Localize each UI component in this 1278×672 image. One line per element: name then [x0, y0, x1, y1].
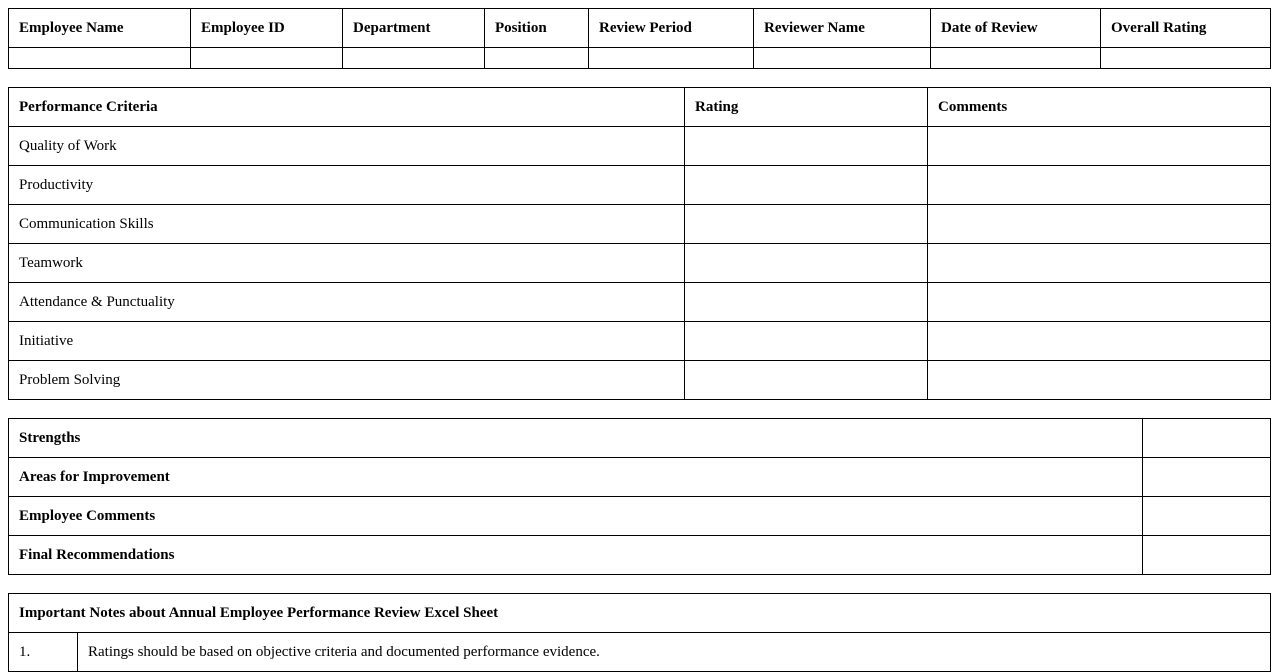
date-of-review-cell[interactable]	[931, 48, 1101, 69]
criteria-rating-cell[interactable]	[685, 127, 928, 166]
summary-row	[9, 497, 1271, 536]
criteria-comments-cell[interactable]	[928, 166, 1271, 205]
criteria-label: Teamwork	[9, 244, 685, 283]
notes-title-row	[9, 594, 1271, 633]
criteria-header-row	[9, 88, 1271, 127]
header-overall-rating: Overall Rating	[1101, 9, 1271, 48]
performance-criteria-table	[8, 87, 1271, 400]
summary-label-employee-comments: Employee Comments	[9, 497, 1143, 536]
criteria-row	[9, 361, 1271, 400]
criteria-comments-cell[interactable]	[928, 361, 1271, 400]
criteria-rating-cell[interactable]	[685, 244, 928, 283]
employee-id-cell[interactable]	[191, 48, 343, 69]
criteria-row	[9, 205, 1271, 244]
notes-item-text: Ratings should be based on objective criteria and documented performance evidence.	[78, 633, 1271, 672]
header-employee-name: Employee Name	[9, 9, 191, 48]
header-comments: Comments	[928, 88, 1271, 127]
criteria-comments-cell[interactable]	[928, 205, 1271, 244]
summary-value-cell[interactable]	[1143, 497, 1271, 536]
review-period-cell[interactable]	[589, 48, 754, 69]
criteria-row	[9, 322, 1271, 361]
header-department: Department	[343, 9, 485, 48]
summary-row	[9, 536, 1271, 575]
criteria-comments-cell[interactable]	[928, 322, 1271, 361]
summary-label-final-recommendations: Final Recommendations	[9, 536, 1143, 575]
criteria-rating-cell[interactable]	[685, 205, 928, 244]
notes-table	[8, 593, 1271, 672]
criteria-comments-cell[interactable]	[928, 127, 1271, 166]
header-date-of-review: Date of Review	[931, 9, 1101, 48]
criteria-comments-cell[interactable]	[928, 244, 1271, 283]
summary-value-cell[interactable]	[1143, 419, 1271, 458]
header-employee-id: Employee ID	[191, 9, 343, 48]
overall-rating-cell[interactable]	[1101, 48, 1271, 69]
criteria-row	[9, 127, 1271, 166]
header-reviewer-name: Reviewer Name	[754, 9, 931, 48]
header-review-period: Review Period	[589, 9, 754, 48]
criteria-rating-cell[interactable]	[685, 322, 928, 361]
header-rating: Rating	[685, 88, 928, 127]
employee-info-table	[8, 8, 1271, 69]
criteria-label: Quality of Work	[9, 127, 685, 166]
reviewer-name-cell[interactable]	[754, 48, 931, 69]
department-cell[interactable]	[343, 48, 485, 69]
criteria-rating-cell[interactable]	[685, 166, 928, 205]
criteria-comments-cell[interactable]	[928, 283, 1271, 322]
summary-row	[9, 419, 1271, 458]
summary-label-areas-for-improvement: Areas for Improvement	[9, 458, 1143, 497]
criteria-rating-cell[interactable]	[685, 283, 928, 322]
summary-row	[9, 458, 1271, 497]
employee-name-cell[interactable]	[9, 48, 191, 69]
notes-item-row	[9, 633, 1271, 672]
criteria-rating-cell[interactable]	[685, 361, 928, 400]
employee-info-header-row	[9, 9, 1271, 48]
criteria-label: Initiative	[9, 322, 685, 361]
criteria-row	[9, 283, 1271, 322]
criteria-row	[9, 166, 1271, 205]
criteria-label: Productivity	[9, 166, 685, 205]
summary-value-cell[interactable]	[1143, 458, 1271, 497]
criteria-label: Problem Solving	[9, 361, 685, 400]
employee-info-entry-row	[9, 48, 1271, 69]
header-position: Position	[485, 9, 589, 48]
summary-label-strengths: Strengths	[9, 419, 1143, 458]
notes-item-number: 1.	[9, 633, 78, 672]
criteria-row	[9, 244, 1271, 283]
criteria-label: Communication Skills	[9, 205, 685, 244]
summary-table	[8, 418, 1271, 575]
summary-value-cell[interactable]	[1143, 536, 1271, 575]
position-cell[interactable]	[485, 48, 589, 69]
header-performance-criteria: Performance Criteria	[9, 88, 685, 127]
criteria-label: Attendance & Punctuality	[9, 283, 685, 322]
notes-title: Important Notes about Annual Employee Performance Review Excel Sheet	[9, 594, 1271, 633]
